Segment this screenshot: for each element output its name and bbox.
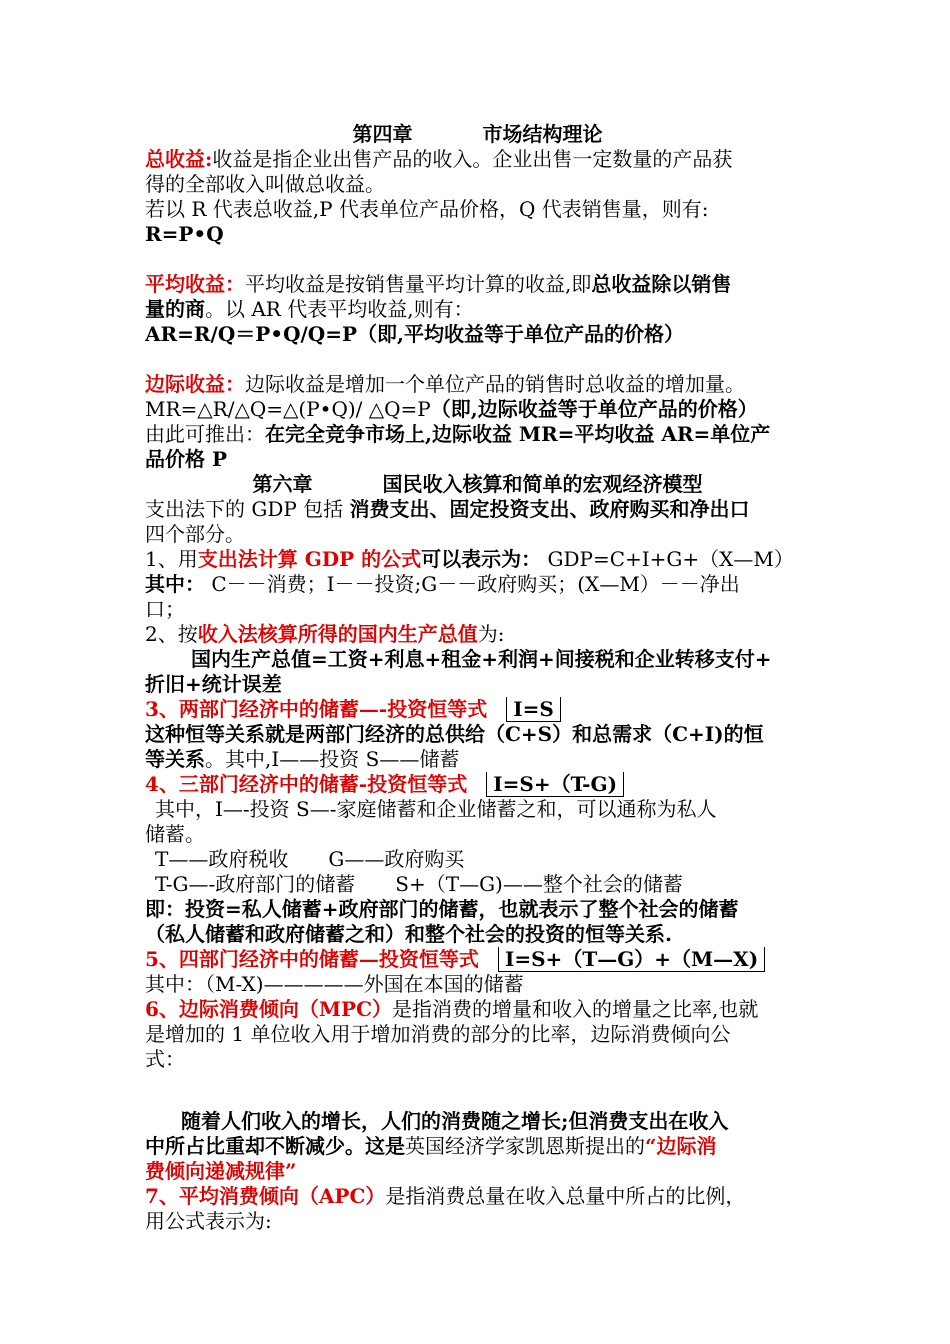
tr-paragraph-line2: 得的全部收入叫做总收益。 xyxy=(145,172,385,196)
chapter6-number: 第六章 xyxy=(252,472,313,496)
item4-formula-box: I=S+（T-G) xyxy=(486,772,624,797)
item6-line1: 6、边际消费倾向（MPC）是指消费的增量和收入的增量之比率,也就 xyxy=(145,997,759,1021)
item4-line5: T-G—-政府部门的储蓄 S+（T—G)——整个社会的储蓄 xyxy=(155,872,683,896)
item4-line7: （私人储蓄和政府储蓄之和）和整个社会的投资的恒等关系. xyxy=(145,922,672,946)
mr-paragraph-line1: 边际收益：边际收益是增加一个单位产品的销售时总收益的增加量。 xyxy=(145,372,745,396)
chapter6-title xyxy=(145,472,810,497)
item4-line3: 储蓄。 xyxy=(145,822,205,846)
mr-formula: MR=△R/△Q=△(P•Q)/ △Q=P（即,边际收益等于单位产品的价格） xyxy=(145,397,758,421)
item3-line3: 等关系。其中,I——投资 S——储蓄 xyxy=(145,747,460,771)
item2-line1: 2、按收入法核算所得的国内生产总值为: xyxy=(145,622,505,646)
item4-line1: 4、三部门经济中的储蓄-投资恒等式 I=S+（T-G) xyxy=(145,772,810,797)
item6-line2: 是增加的 1 单位收入用于增加消费的部分的比率，边际消费倾向公 xyxy=(145,1022,731,1046)
chapter4-number: 第四章 xyxy=(352,122,413,146)
item5-line2: 其中：（M-X)—————外国在本国的储蓄 xyxy=(145,972,524,996)
mr-paragraph-line3: 品价格 P xyxy=(145,447,228,471)
tr-formula: R=P•Q xyxy=(145,222,224,246)
ar-paragraph-line2: 量的商。以 AR 代表平均收益,则有： xyxy=(145,297,474,321)
item4-line4: T——政府税收 G——政府购买 xyxy=(155,847,465,871)
item5-line1: 5、四部门经济中的储蓄—投资恒等式 I=S+（T—G）+（M—X) xyxy=(145,947,810,972)
item2-formula-line1: 国内生产总值=工资+利息+租金+利润+间接税和企业转移支付+ xyxy=(191,647,772,671)
item4-line6: 即：投资=私人储蓄+政府部门的储蓄，也就表示了整个社会的储蓄 xyxy=(145,897,739,921)
ar-paragraph-line1: 平均收益：平均收益是按销售量平均计算的收益,即总收益除以销售 xyxy=(145,272,732,296)
ar-formula: AR=R/Q＝P•Q/Q=P（即,平均收益等于单位产品的价格） xyxy=(145,322,684,346)
gdp-intro-line2: 四个部分。 xyxy=(145,522,245,546)
tr-paragraph-line1: 总收益:收益是指企业出售产品的收入。企业出售一定数量的产品获 xyxy=(145,147,733,171)
ar-label: 平均收益： xyxy=(145,272,245,296)
chapter4-name: 市场结构理论 xyxy=(482,122,603,146)
law-line1: 随着人们收入的增长，人们的消费随之增长;但消费支出在收入 xyxy=(181,1109,729,1133)
item1-line3: 口； xyxy=(145,597,185,621)
document-page xyxy=(145,122,810,1234)
law-line3: 费倾向递减规律” xyxy=(145,1159,297,1183)
item7-line1: 7、平均消费倾向（APC）是指消费总量在收入总量中所占的比例， xyxy=(145,1184,746,1208)
item3-line1: 3、两部门经济中的储蓄—-投资恒等式 I=S xyxy=(145,697,810,722)
chapter6-name: 国民收入核算和简单的宏观经济模型 xyxy=(382,472,703,496)
item3-line2: 这种恒等关系就是两部门经济的总供给（C+S）和总需求（C+I)的恒 xyxy=(145,722,764,746)
item3-formula-box: I=S xyxy=(506,697,561,722)
mr-paragraph-line2: 由此可推出：在完全竞争市场上,边际收益 MR=平均收益 AR=单位产 xyxy=(145,422,771,446)
mr-label: 边际收益： xyxy=(145,372,245,396)
item7-line2: 用公式表示为: xyxy=(145,1209,272,1233)
gdp-formula: GDP=C+I+G+（X—M） xyxy=(547,547,794,571)
law-line2: 中所占比重却不断减少。这是英国经济学家凯恩斯提出的“边际消 xyxy=(145,1134,717,1158)
item4-line2: 其中，I—-投资 S—-家庭储蓄和企业储蓄之和，可以通称为私人 xyxy=(155,797,717,821)
item1-line1: 1、用支出法计算 GDP 的公式可以表示为： GDP=C+I+G+（X—M） xyxy=(145,547,794,571)
chapter4-title xyxy=(145,122,810,147)
item6-line3: 式： xyxy=(145,1047,185,1071)
tr-label: 总收益: xyxy=(145,147,213,171)
item5-formula-box: I=S+（T—G）+（M—X) xyxy=(498,947,765,972)
item1-line2: 其中： C－－消费；I－－投资;G－－政府购买；(X—M）－－净出 xyxy=(145,572,740,596)
tr-paragraph-line3: 若以 R 代表总收益,P 代表单位产品价格，Q 代表销售量，则有: xyxy=(145,197,709,221)
gdp-intro-line1: 支出法下的 GDP 包括 消费支出、固定投资支出、政府购买和净出口 xyxy=(145,497,750,521)
item2-formula-line2: 折旧+统计误差 xyxy=(145,672,282,696)
